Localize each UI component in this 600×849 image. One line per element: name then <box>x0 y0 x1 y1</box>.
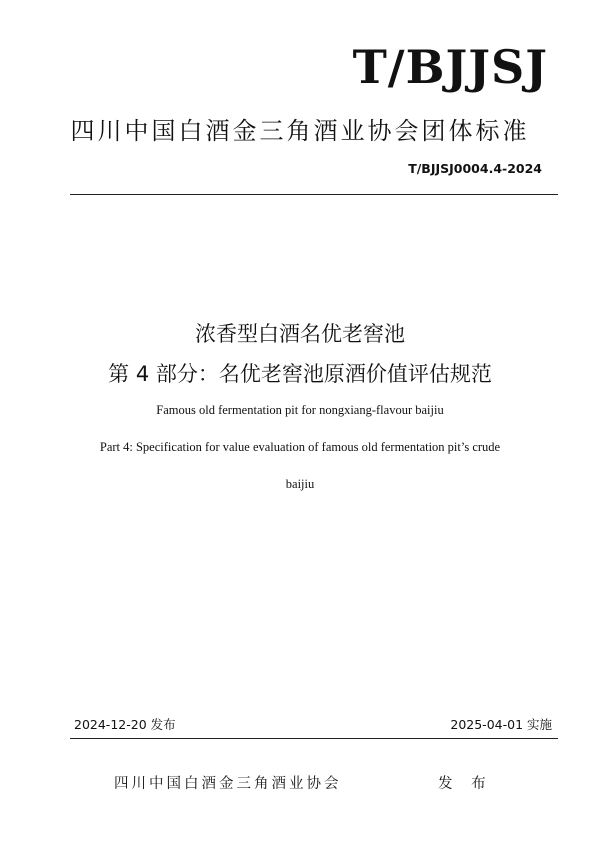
effective-date: 2025-04-01 实施 <box>450 717 552 732</box>
title-chinese-line-2: 第 4 部分：名优老窖池原酒价值评估规范 <box>108 362 492 386</box>
bottom-divider <box>70 738 558 739</box>
standard-code-logo: T/BJJSJ <box>352 40 548 94</box>
title-english-line-3: baijiu <box>285 477 315 491</box>
title-english-line-2: Part 4: Specification for value evaluation of famous old fermentation pit’s crude <box>99 440 501 454</box>
issuer-header: 四川中国白酒金三角酒业协会团体标准 <box>70 117 530 145</box>
title-english-line-1: Famous old fermentation pit for nongxiang-flavour baijiu <box>156 403 444 417</box>
publisher-name: 四川中国白酒金三角酒业协会 <box>114 776 342 792</box>
publish-date: 2024-12-20 发布 <box>74 717 176 732</box>
publish-label: 发 布 <box>438 776 493 792</box>
top-divider <box>70 194 558 195</box>
title-chinese-line-1: 浓香型白酒名优老窖池 <box>195 322 405 346</box>
standard-number: T/BJJSJ0004.4-2024 <box>408 161 542 176</box>
